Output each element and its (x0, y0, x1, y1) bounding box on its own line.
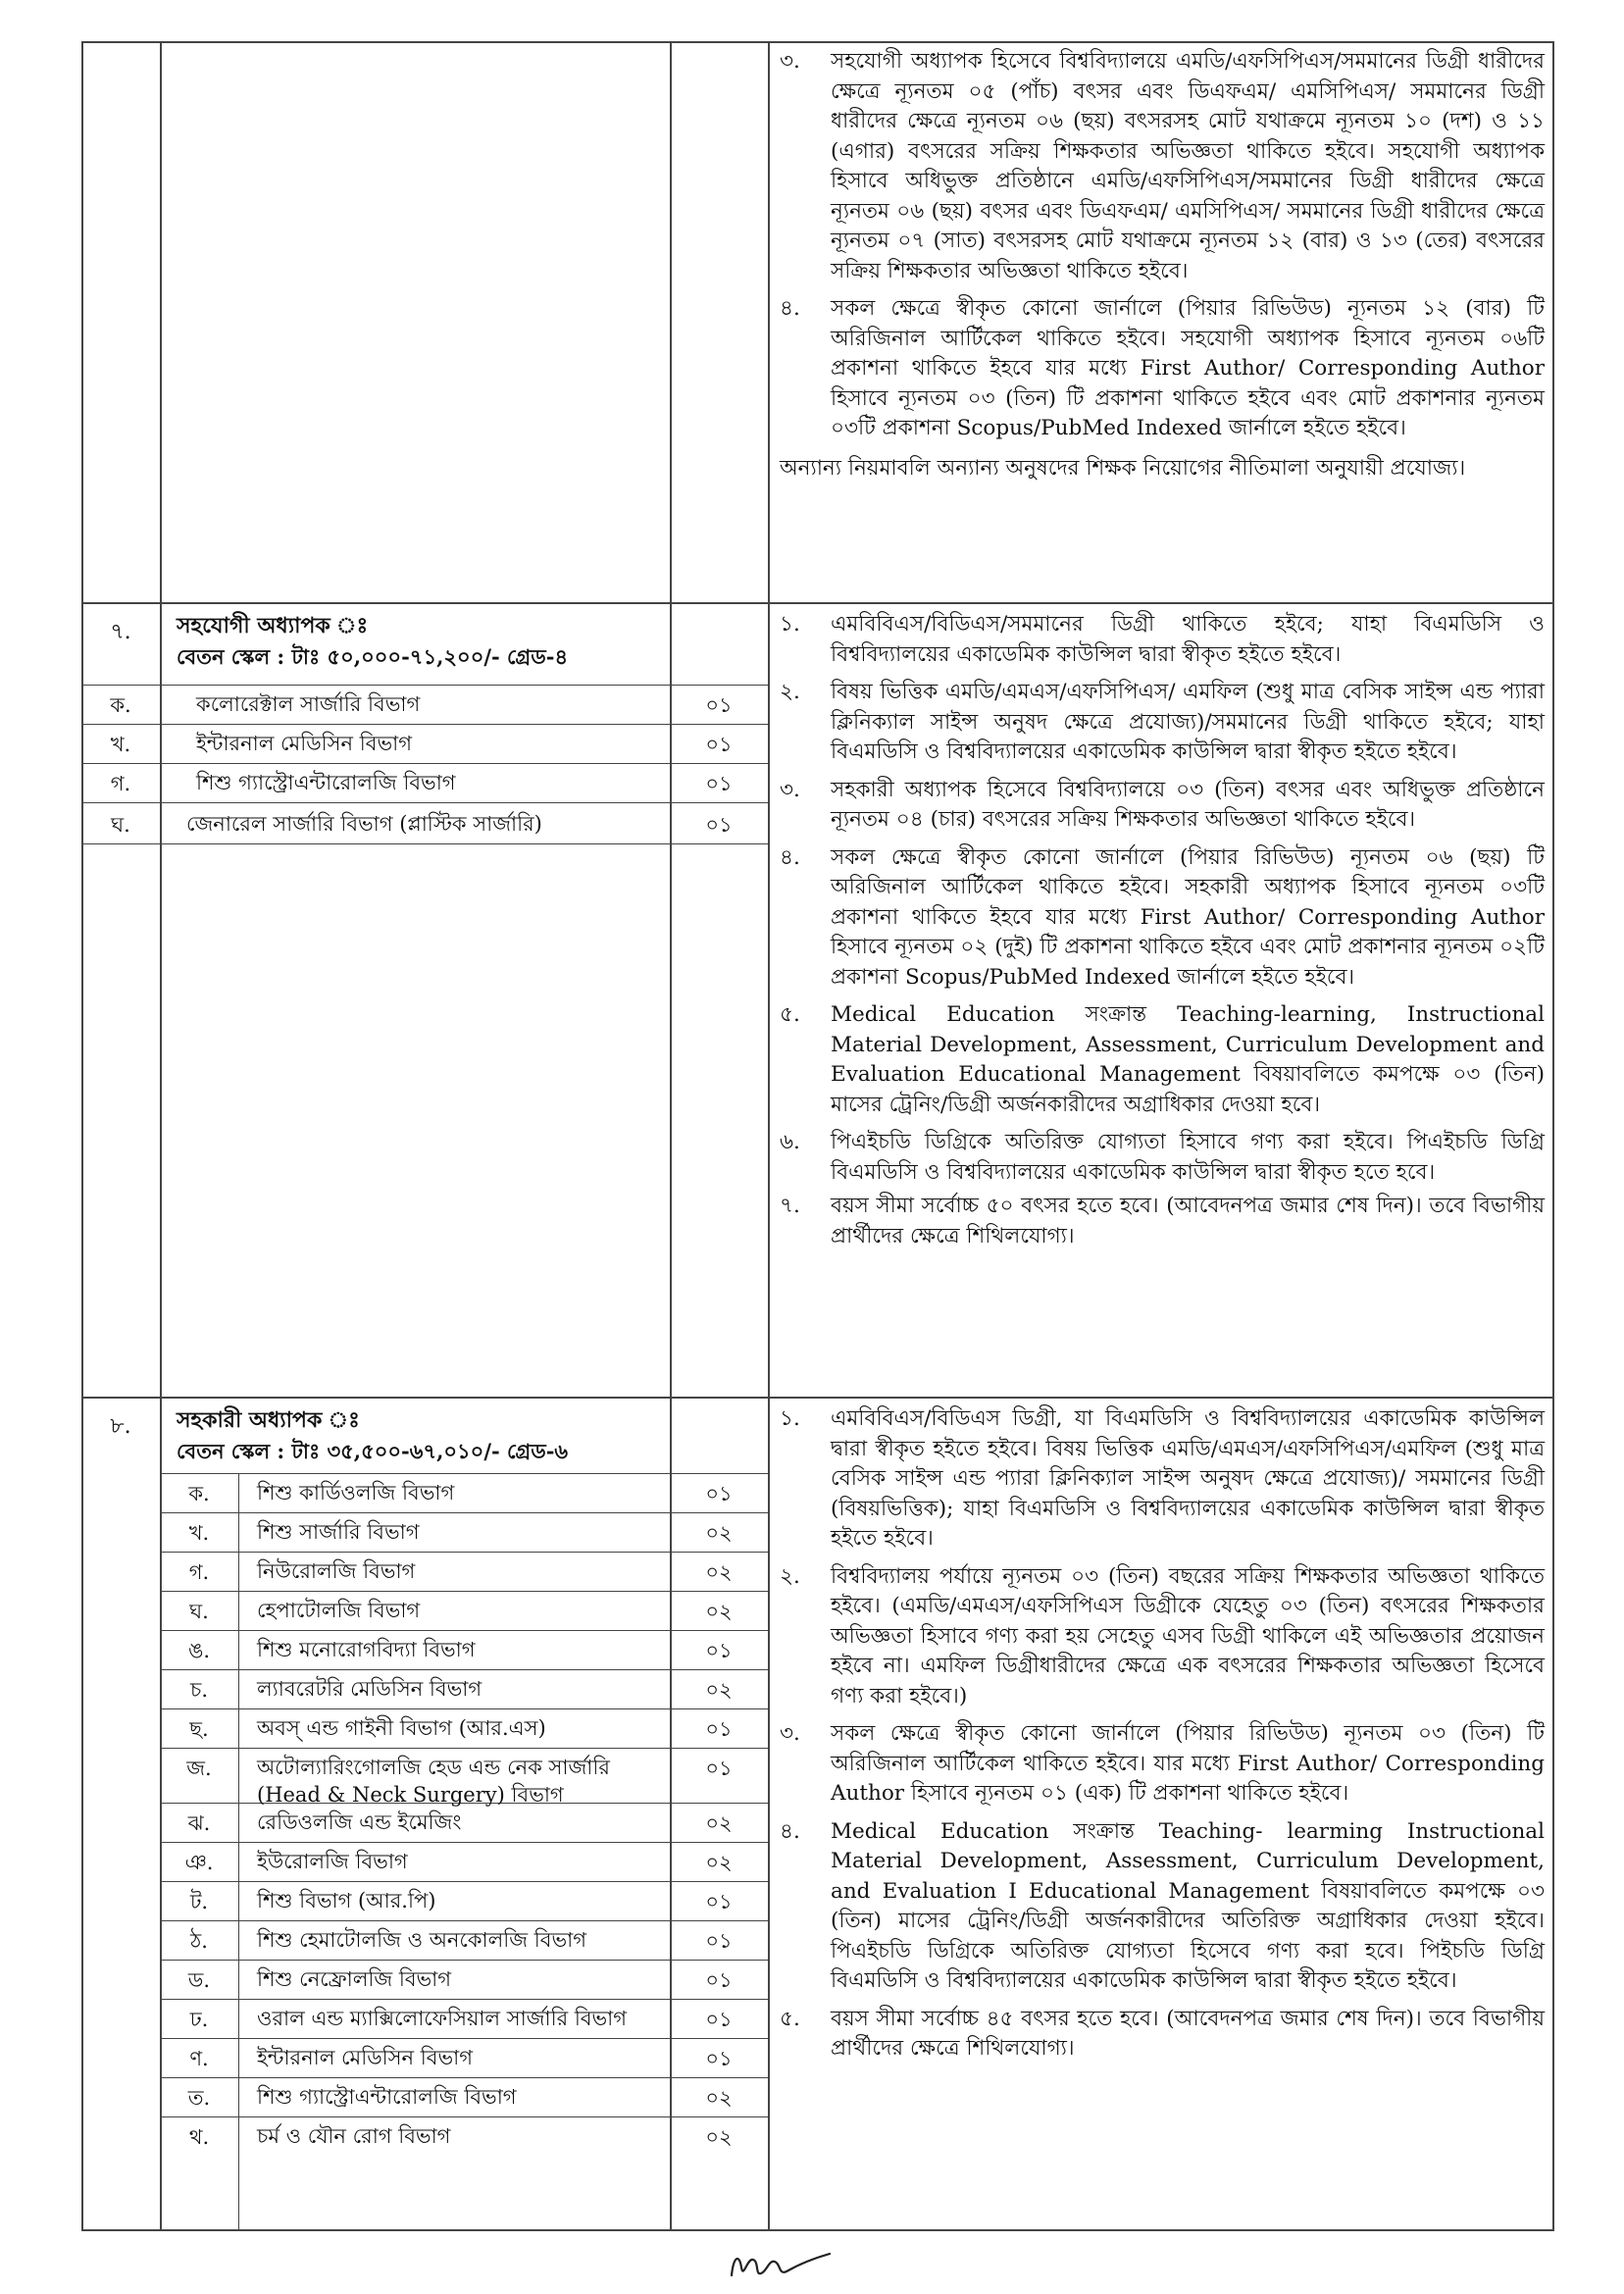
post8-dept-letter: ত. (187, 2086, 211, 2110)
post8-dept-count: ০১ (705, 1929, 733, 1953)
post8-dept-count: ০১ (705, 1717, 733, 1741)
post8-dept-letter: ঠ. (190, 1929, 208, 1953)
post8-title: সহকারী অধ্যাপক ঃ (177, 1407, 360, 1433)
post8-dept-letter: ঞ. (184, 1851, 214, 1874)
post8-pay-scale: বেতন স্কেল : টাঃ ৩৫,৫০০-৬৭,০১০/- গ্রেড-৬ (177, 1439, 569, 1463)
post8-subrow-line (160, 1473, 768, 1474)
post8-dept-letter: ঘ. (189, 1600, 209, 1623)
post8-subrow-line (160, 1748, 768, 1749)
post7-dept-letter: ঘ. (111, 813, 130, 837)
post7-dept-letter: গ. (110, 772, 131, 795)
post8-subrow-line (160, 1920, 768, 1921)
post8-dept-count: ০২ (705, 1600, 733, 1623)
requirement-item: ১. এমবিবিএস/বিডিএস ডিগ্রী, যা বিএমডিসি ও বিশ্ববিদ্যালয়ের একাডেমিক কাউন্সিল দ্বারা স্বীকৃত হইতে হইবে। বিষয় ভিত্তিক এমডি/এমএস/এফসিপিএস/এমফিল (শুধু মাত্র বেসিক সাইন্স এন্ড প্যারা ক্লিনিক্যাল সাইন্স অনুষদ ক্ষেত্রে প্রযোজ্য)/ সমমানের ডিগ্রী (বিষয়ভিত্তিক); যাহা বিএমডিসি ও বিশ্ববিদ্যালয়ের একাডেমিক কাউন্সিল দ্বারা স্বীকৃত হইতে হইবে। (780, 1406, 1545, 1551)
requirement-item: ৩. সহযোগী অধ্যাপক হিসেবে বিশ্ববিদ্যালয়ে এমডি/এফসিপিএস/সমমানের ডিগ্রী ধারীদের ক্ষেত্রে ন্যূনতম ০৫ (পাঁচ) বৎসর এবং ডিএফএম/ এমসিপিএস/ সমমানের ডিগ্রী ধারীদের ক্ষেত্রে ন্যূনতম ০৬ (ছয়) বৎসরসহ মোট যথাক্রমে ন্যূনতম ১০ (দশ) ও ১১ (এগার) বৎসরের সক্রিয় শিক্ষকতার অভিজ্ঞতা থাকিতে হইবে। সহযোগী অধ্যাপক হিসাবে অধিভুক্ত প্রতিষ্ঠানে এমডি/এফসিপিএস/সমমানের ডিগ্রী ধারীদের ক্ষেত্রে ন্যূনতম ০৬ (ছয়) বৎসর এবং ডিএফএম/ এমসিপিএস/ সমমানের ডিগ্রী ধারীদের ক্ষেত্রে ন্যূনতম ০৭ (সাত) বৎসরসহ মোট যথাক্রমে ন্যূনতম ১২ (বার) ও ১৩ (তের) বৎসরের সক্রিয় শিক্ষকতার অভিজ্ঞতা থাকিতে হইবে। (780, 49, 1545, 283)
continuation-requirements (780, 47, 1545, 484)
post7-dept-name: জেনারেল সার্জারি বিভাগ (প্লাস্টিক সার্জারি) (186, 812, 542, 836)
requirement-item: ৪. সকল ক্ষেত্রে স্বীকৃত কোনো জার্নালে (পিয়ার রিভিউড) ন্যূনতম ১২ (বার) টি অরিজিনাল আর্টিকেল থাকিতে হইবে। সহযোগী অধ্যাপক হিসাবে ন্যূনতম ০৬টি প্রকাশনা থাকিতে ইহবে যার মধ্যে First Author/ Corresponding Author হিসাবে ন্যূনতম ০৩ (তিন) টি প্রকাশনা থাকিতে হইবে এবং মোট প্রকাশনার ন্যূনতম ০৩টি প্রকাশনা Scopus/PubMed Indexed জার্নালে হইতে হইবে। (780, 296, 1545, 440)
post8-dept-count: ০২ (705, 1560, 733, 1584)
requirement-item: ৫. Medical Education সংক্রান্ত Teaching-learning, Instructional Material Development, Assessment, Curriculum Development and Evaluation Educational Management বিষয়াবলিতে কমপক্ষে ০৩ (তিন) মাসের ট্রেনিং/ডিগ্রী অর্জনকারীদের অগ্রাধিকার দেওয়া হবে। (780, 1002, 1545, 1117)
post8-subrow-line (160, 1552, 768, 1553)
post8-subrow-line (160, 1999, 768, 2000)
post8-dept-name: নিউরোলজি বিভাগ (257, 1559, 416, 1583)
post7-subrow-line (81, 724, 768, 725)
post8-dept-name: ইউরোলজি বিভাগ (257, 1850, 408, 1873)
post8-dept-letter: ণ. (189, 2047, 209, 2070)
post8-dept-count: ০১ (705, 2047, 733, 2070)
table-border-right (1552, 41, 1554, 2229)
post7-dept-name: ইন্টারনাল মেডিসিন বিভাগ (196, 732, 412, 755)
post8-dept-letter: জ. (186, 1757, 212, 1780)
post8-dept-name: ওরাল এন্ড ম্যাক্সিলোফেসিয়াল সার্জারি বিভাগ (257, 2007, 628, 2030)
post7-subrow-line (81, 763, 768, 764)
requirement-item: ২. বিষয় ভিত্তিক এমডি/এমএস/এফসিপিএস/ এমফিল (শুধু মাত্র বেসিক সাইন্স এন্ড প্যারা ক্লিনিক্যাল সাইন্স অনুষদ ক্ষেত্রে প্রযোজ্য)/সমমানের ডিগ্রী থাকিতে হইবে; যাহা বিএমডিসি ও বিশ্ববিদ্যালয়ের একাডেমিক কাউন্সিল দ্বারা স্বীকৃত হইতে হইবে। (780, 680, 1545, 764)
post8-subrow-line (160, 2038, 768, 2039)
post8-dept-count: ০১ (705, 1757, 733, 1780)
post8-dept-letter: গ. (188, 1560, 210, 1584)
post8-dept-name: শিশু গ্যাস্ট্রোএন্টারোলজি বিভাগ (257, 2085, 517, 2109)
post8-dept-name: হেপাটোলজি বিভাগ (257, 1599, 421, 1622)
post7-dept-name: কলোরেক্টাল সার্জারি বিভাগ (196, 692, 421, 716)
post8-dept-name: শিশু মনোরোগবিদ্যা বিভাগ (257, 1638, 476, 1661)
requirement-item: ৭. বয়স সীমা সর্বোচ্চ ৫০ বৎসর হতে হবে। (আবেদনপত্র জমার শেষ দিন)। তবে বিভাগীয় প্রার্থীদের ক্ষেত্রে শিথিলযোগ্য। (780, 1194, 1545, 1249)
post8-dept-letter: ঙ. (187, 1639, 211, 1662)
requirement-item: ৫. বয়স সীমা সর্বোচ্চ ৪৫ বৎসর হতে হবে। (আবেদনপত্র জমার শেষ দিন)। তবে বিভাগীয় প্রার্থীদের ক্ষেত্রে শিথিলযোগ্য। (780, 2006, 1545, 2061)
post8-subrow-line (160, 1669, 768, 1670)
post7-serial: ৭. (110, 620, 131, 644)
post8-dept-letter: ঢ. (189, 2008, 209, 2031)
post8-dept-count: ০১ (705, 1482, 733, 1505)
requirement-item: ৬. পিএইচডি ডিগ্রিকে অতিরিক্ত যোগ্যতা হিসাবে গণ্য করা হইবে। পিএইচডি ডিগ্রি বিএমডিসি ও বিশ্ববিদ্যালয়ের একাডেমিক কাউন্সিল দ্বারা স্বীকৃত হতে হবে। (780, 1130, 1545, 1185)
requirement-item: ১. এমবিবিএস/বিডিএস/সমমানের ডিগ্রী থাকিতে হইবে; যাহা বিএমডিসি ও বিশ্ববিদ্যালয়ের একাডেমিক কাউন্সিল দ্বারা স্বীকৃত হইতে হইবে। (780, 612, 1545, 667)
post8-dept-letter: ড. (187, 1968, 211, 1992)
post7-dept-count: ০১ (705, 733, 733, 756)
requirement-item: ৪. সকল ক্ষেত্রে স্বীকৃত কোনো জার্নালে (পিয়ার রিভিউড) ন্যূনতম ০৬ (ছয়) টি অরিজিনাল আর্টিকেল থাকিতে হইবে। সহকারী অধ্যাপক হিসাবে ন্যূনতম ০৩টি প্রকাশনা থাকিতে ইহবে যার মধ্যে First Author/ Corresponding Author হিসাবে ন্যূনতম ০২ (দুই) টি প্রকাশনা থাকিতে হইবে এবং মোট প্রকাশনার ন্যূনতম ০২টি প্রকাশনা Scopus/PubMed Indexed জার্নালে হইতে হইবে। (780, 844, 1545, 990)
post8-subrow-line (160, 1708, 768, 1709)
post8-dept-count: ০১ (705, 1639, 733, 1662)
post8-dept-name: শিশু বিভাগ (আর.পি) (257, 1889, 436, 1912)
post8-subrow-line (160, 1512, 768, 1513)
post8-subrow-line (160, 1881, 768, 1882)
post8-dept-name: অবস্ এন্ড গাইনী বিভাগ (আর.এস) (257, 1716, 546, 1740)
post7-requirements (780, 610, 1545, 1251)
post8-dept-name: ইন্টারনাল মেডিসিন বিভাগ (257, 2046, 473, 2069)
post8-subrow-line (160, 2077, 768, 2078)
post8-dept-letter: ছ. (189, 1717, 209, 1741)
post7-subrow-line (81, 843, 768, 844)
post7-dept-letter: খ. (110, 733, 131, 756)
post8-dept-name: শিশু নেফ্রোলজি বিভাগ (257, 1967, 452, 1991)
post8-dept-count: ০২ (705, 2125, 733, 2149)
post8-dept-name: ল্যাবরেটরি মেডিসিন বিভাগ (257, 1677, 482, 1701)
post8-subrow-line (160, 1960, 768, 1961)
post7-dept-name: শিশু গ্যাস্ট্রোএন্টারোলজি বিভাগ (196, 771, 456, 794)
post8-serial: ৮. (110, 1414, 131, 1439)
post8-dept-name: শিশু হেমাটোলজি ও অনকোলজি বিভাগ (257, 1928, 586, 1952)
table-border-top (81, 41, 1554, 43)
table-border-left (81, 41, 83, 2229)
post7-title: সহযোগী অধ্যাপক ঃ (177, 613, 369, 638)
post8-dept-count: ০২ (705, 2086, 733, 2110)
post8-dept-letter: ক. (188, 1482, 210, 1505)
post8-dept-letter: থ. (188, 2125, 210, 2149)
requirement-item: ২. বিশ্ববিদ্যালয় পর্যায়ে ন্যূনতম ০৩ (তিন) বছরের সক্রিয় শিক্ষকতার অভিজ্ঞতা থাকিতে হইবে। (এমডি/এমএস/এফসিপিএস ডিগ্রীকে যেহেতু ০৩ (তিন) বৎসরের শিক্ষকতার অভিজ্ঞতা হিসাবে গণ্য করা হয় সেহেতু এসব ডিগ্রী থাকিলে এই অভিজ্ঞতার প্রয়োজন হইবে না। এমফিল ডিগ্রীধারীদের ক্ষেত্রে এক বৎসরের শিক্ষকতার অভিজ্ঞতা হিসেবে গণ্য করা হইবে।) (780, 1563, 1545, 1708)
post7-pay-scale: বেতন স্কেল : টাঃ ৫০,০০০-৭১,২০০/- গ্রেড-৪ (177, 644, 569, 669)
continuation-note: অন্যান্য নিয়মাবলি অন্যান্য অনুষদের শিক্ষক নিয়োগের নীতিমালা অনুযায়ী প্রযোজ্য। (780, 455, 1466, 481)
post7-subrow-line (81, 685, 768, 686)
post8-dept-name: চর্ম ও যৌন রোগ বিভাগ (257, 2124, 451, 2148)
table-border-col3 (768, 41, 770, 2229)
post8-subrow-line (160, 1630, 768, 1631)
post8-dept-count: ০২ (705, 1851, 733, 1874)
row-divider-8 (81, 1397, 1554, 1399)
post7-subrow-line (81, 802, 768, 803)
post8-dept-name: শিশু সার্জারি বিভাগ (257, 1520, 420, 1544)
post8-dept-count: ০১ (705, 1968, 733, 1992)
requirement-item: ৪. Medical Education সংক্রান্ত Teaching- learming Instructional Material Development, Assessment, Curriculum Development, and Evaluation I Educational Management বিষয়াবলিতে কমপক্ষে ০৩ (তিন) মাসের ট্রেনিং/ডিগ্রী অর্জনকারীদের অতিরিক্ত অগ্রাধিকার দেওয়া হইবে। পিএইচডি ডিগ্রিকে অতিরিক্ত যোগ্যতা হিসেবে গণ্য করা হবে। পিইচডি ডিগ্রি বিএমডিসি ও বিশ্ববিদ্যালয়ের একাডেমিক কাউন্সিল দ্বারা স্বীকৃত হইতে হইবে। (780, 1818, 1545, 1993)
post8-dept-count: ০২ (705, 1678, 733, 1702)
post7-dept-letter: ক. (110, 693, 131, 717)
post8-subrow-line (160, 2116, 768, 2117)
post8-dept-name: অটোল্যারিংগোলজি হেড এন্ড নেক সার্জারি (Head & Neck Surgery) বিভাগ (257, 1756, 610, 1807)
post7-dept-count: ০১ (705, 813, 733, 837)
post8-dept-letter: চ. (189, 1678, 208, 1702)
post8-subrow-line (160, 1591, 768, 1592)
post8-dept-count: ০২ (705, 1811, 733, 1835)
post8-dept-letter: খ. (188, 1521, 210, 1545)
requirement-item: ৩. সকল ক্ষেত্রে স্বীকৃত কোনো জার্নালে (পিয়ার রিভিউড) ন্যূনতম ০৩ (তিন) টি অরিজিনাল আর্টিকেল থাকিতে হইবে। যার মধ্যে First Author/ Corresponding Author হিসাবে ন্যূনতম ০১ (এক) টি প্রকাশনা থাকিতে হইবে। (780, 1721, 1545, 1806)
post8-dept-name: রেডিওলজি এন্ড ইমেজিং (257, 1810, 462, 1834)
post8-dept-count: ০২ (705, 1521, 733, 1545)
post8-dept-count: ০১ (705, 2008, 733, 2031)
table-border-bottom (81, 2229, 1554, 2231)
post8-subrow-line (160, 1842, 768, 1843)
requirement-item: ৩. সহকারী অধ্যাপক হিসেবে বিশ্ববিদ্যালয়ে ০৩ (তিন) বৎসর এবং অধিভুক্ত প্রতিষ্ঠানে ন্যূনতম ০৪ (চার) বৎসরের সক্রিয় শিক্ষকতার অভিজ্ঞতা থাকিতে হইবে। (780, 777, 1545, 832)
post8-dept-letter: ট. (189, 1890, 209, 1913)
post7-dept-count: ০১ (705, 772, 733, 795)
post7-dept-count: ০১ (705, 693, 733, 717)
post8-dept-count: ০১ (705, 1890, 733, 1913)
post8-dept-name: শিশু কার্ডিওলজি বিভাগ (257, 1481, 455, 1504)
row-divider-7 (81, 602, 1554, 604)
post8-requirements (780, 1404, 1545, 2065)
post8-dept-letter: ঝ. (187, 1811, 211, 1835)
signature-mark (726, 2246, 834, 2285)
